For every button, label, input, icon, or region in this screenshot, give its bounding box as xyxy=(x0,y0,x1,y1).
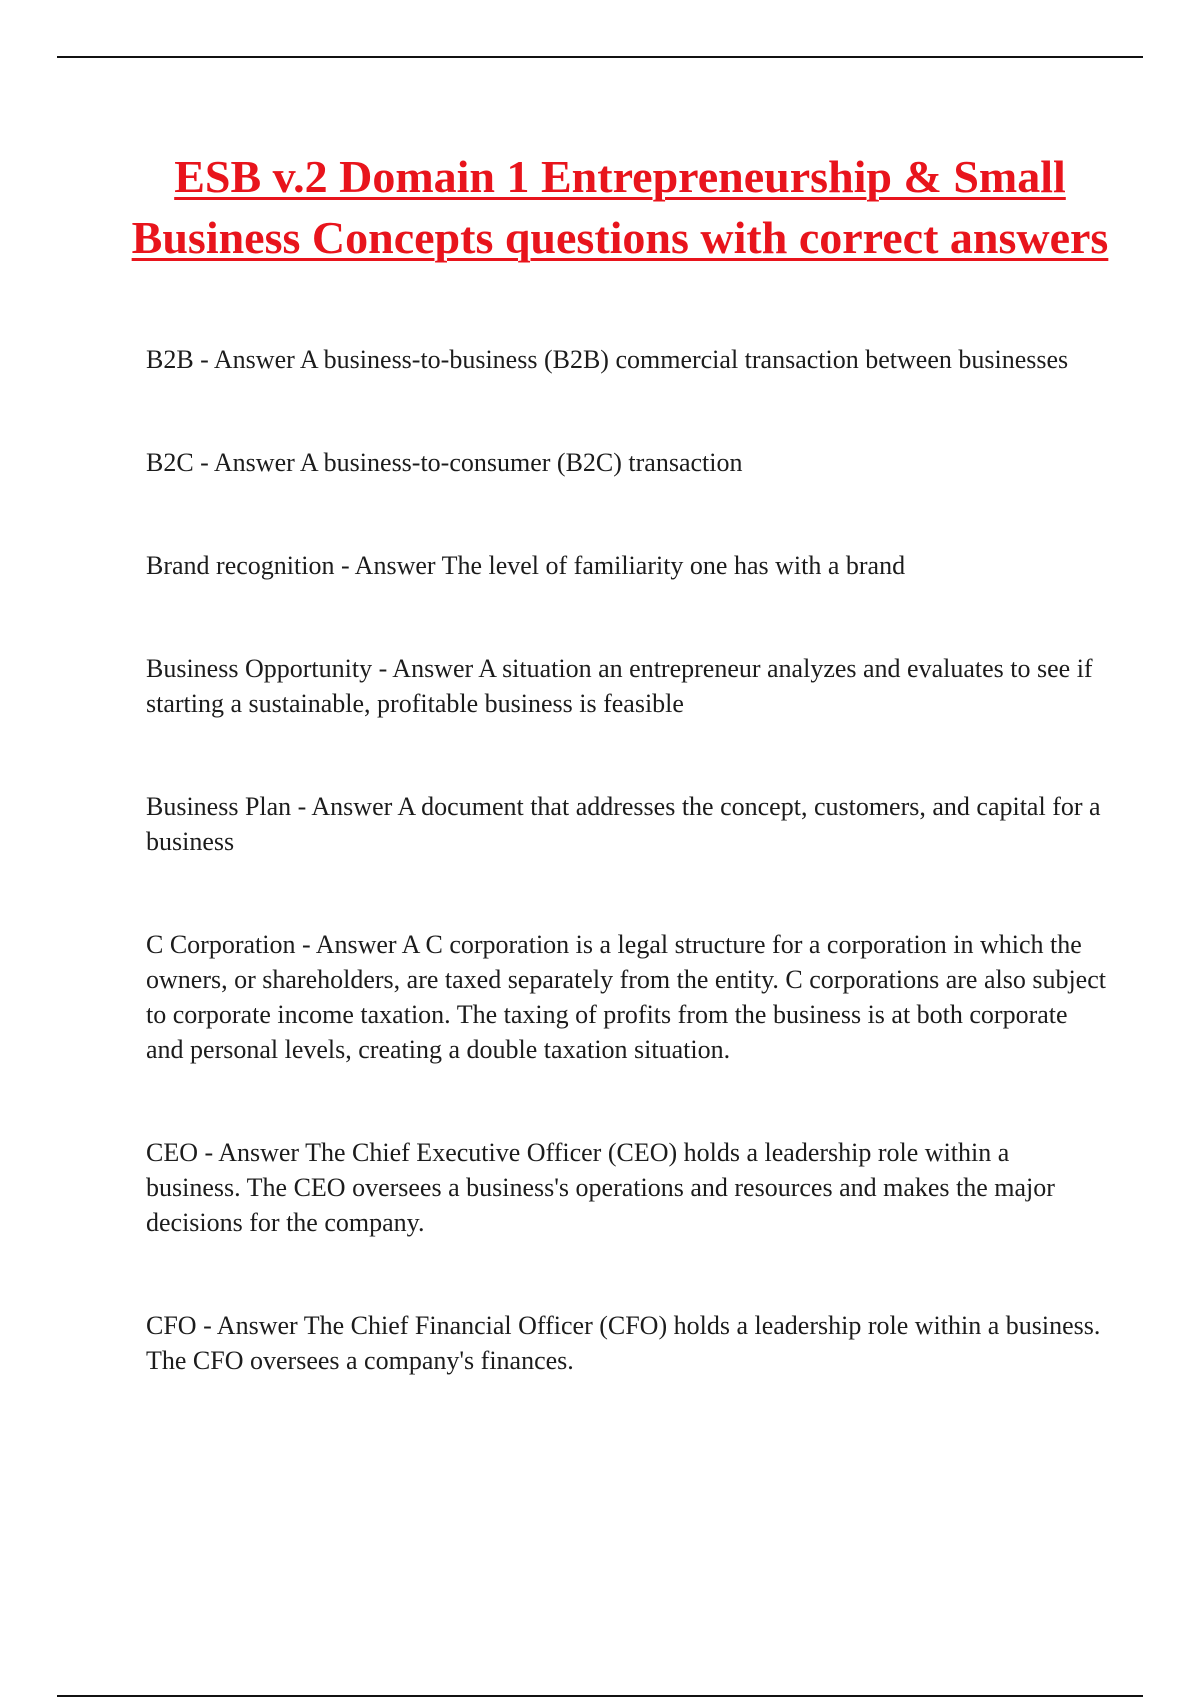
footer-rule xyxy=(57,1695,1143,1697)
qa-entry-ceo: CEO - Answer The Chief Executive Officer (CEO) holds a leadership role within a business. The CEO oversees a business's operations and resources and makes the major decisions for the company. xyxy=(146,1138,1055,1237)
document-title: ESB v.2 Domain 1 Entrepreneurship & Small Business Concepts questions with correct answers xyxy=(131,151,1109,263)
qa-list xyxy=(146,342,1106,1378)
qa-entry-brand-recognition: Brand recognition - Answer The level of familiarity one has with a brand xyxy=(146,551,906,580)
qa-entry-c-corporation: C Corporation - Answer A C corporation is a legal structure for a corporation in which the owners, or shareholders, are taxed separately from the entity. C corporations are also subject to corporate income taxation. The taxing of profits from the business is at both corporate and personal levels, creating a double taxation situation. xyxy=(146,930,1106,1064)
qa-entry-cfo: CFO - Answer The Chief Financial Officer (CFO) holds a leadership role within a business. The CFO oversees a company's finances. xyxy=(146,1311,1101,1375)
qa-entry-b2b: B2B - Answer A business-to-business (B2B) commercial transaction between businesses xyxy=(146,345,1069,374)
qa-entry-business-plan: Business Plan - Answer A document that addresses the concept, customers, and capital for a business xyxy=(146,792,1101,856)
qa-entry-b2c: B2C - Answer A business-to-consumer (B2C) transaction xyxy=(146,448,743,477)
header-rule xyxy=(57,56,1143,58)
qa-entry-business-opportunity: Business Opportunity - Answer A situation an entrepreneur analyzes and evaluates to see if starting a sustainable, profitable business is feasible xyxy=(146,654,1093,718)
